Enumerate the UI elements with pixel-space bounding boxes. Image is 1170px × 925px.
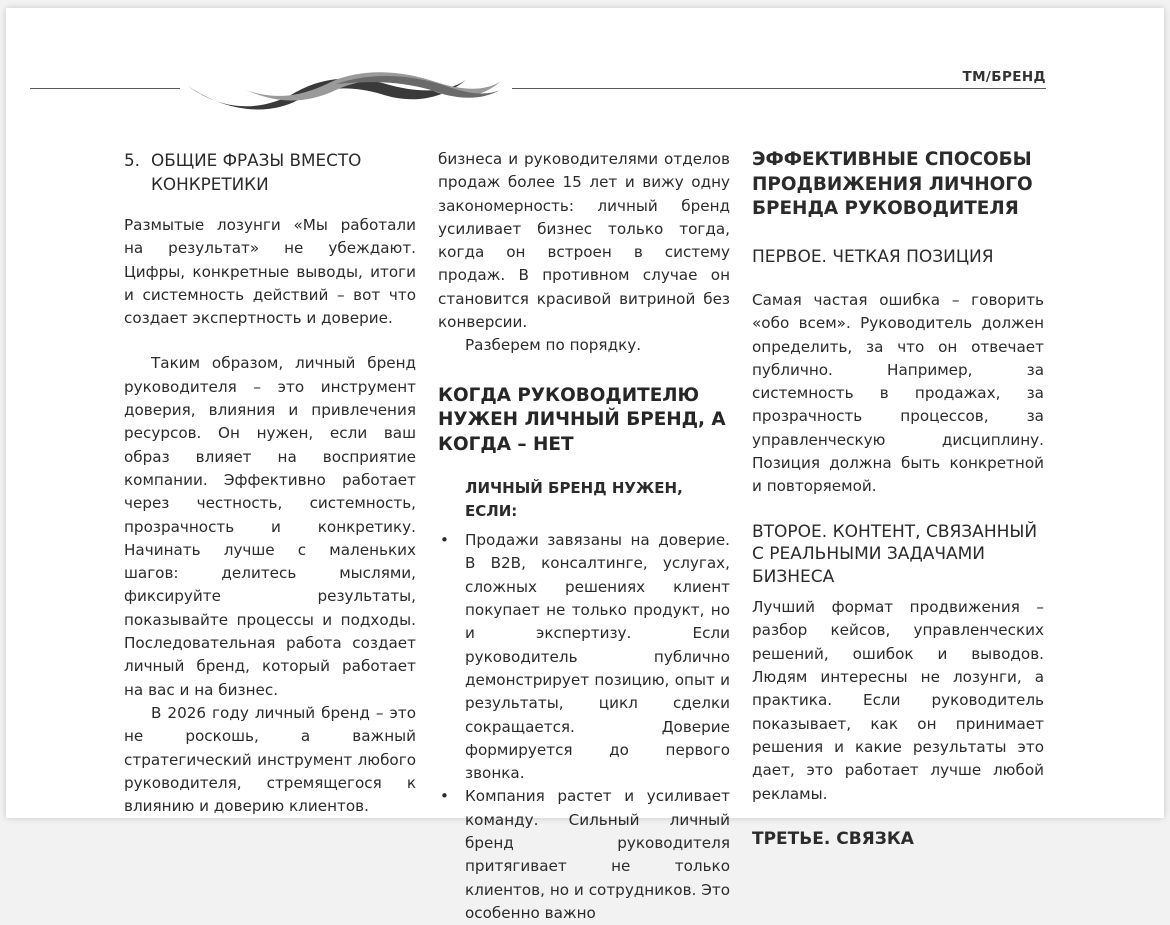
list-item-text: Продажи завязаны на доверие. В B2B, консалтинге, услугах, сложных решениях клиент покупает не только продукт, но и экспертизу. Если руководитель публично демонстрирует позицию, опыт и результаты, цикл сделки сокращается. Доверие формируется до первого звонка. [465,531,730,783]
paragraph: Таким образом, личный бренд руководителя – это инструмент доверия, влияния и привлечения ресурсов. Он нужен, если ваш образ влияет на восприятие компании. Эффективно работает через честность, системность, прозрачность и конкретику. Начинать лучше с маленьких шагов: делитесь мыслями, фиксируйте результаты, показывайте процессы и подходы. Последовательная работа создает личный бренд, который работает на вас и на бизнес. [124,354,416,699]
column-3 [752,148,1044,850]
paragraph: Самая частая ошибка – говорить «обо всем». Руководитель должен определить, за что он отвечает публично. Например, за системность в продажах, за прозрачность процессов, за управленческую дисциплину. Позиция должна быть конкретной и повторяемой. [752,291,1044,496]
section-label: ТМ/БРЕНД [962,69,1046,85]
header-rule-right [512,88,1046,89]
wave-ornament [186,70,502,114]
paragraph: Лучший формат продвижения – разбор кейсов, управленческих решений, ошибок и выводов. Людям интересны не лозунги, а практика. Если руководитель показывает, как он принимает решения и какие результаты это дает, это работает лучше любой рекламы. [752,598,1044,803]
paragraph: бизнеса и руководителями отделов продаж более 15 лет и вижу одну закономерность: личный бренд усиливает бизнес только тогда, когда он встроен в систему продаж. В противном случае он становится красивой витриной без конверсии. [438,150,730,332]
magazine-page [6,8,1164,922]
bullet-icon: • [440,531,449,550]
subheading-second: ВТОРОЕ. КОНТЕНТ, СВЯЗАННЫЙ С РЕАЛЬНЫМИ ЗАДАЧАМИ БИЗНЕСА [752,521,1038,587]
column-1 [124,148,416,818]
list-item [438,785,730,925]
paragraph: Разберем по порядку. [465,336,642,355]
list-item-number: 5. [124,150,141,170]
list-item-title: ОБЩИЕ ФРАЗЫ ВМЕСТО КОНКРЕТИКИ [151,150,362,194]
subheading-third: ТРЕТЬЕ. СВЯЗКА [752,828,914,849]
header-rule-left [30,88,180,89]
section-heading: ЭФФЕКТИВНЫЕ СПОСОБЫ ПРОДВИЖЕНИЯ ЛИЧНОГО БРЕНДА РУКОВОДИТЕЛЯ [752,149,1033,219]
list-item-5-heading [124,148,416,196]
bullet-icon: • [440,787,449,806]
list-item [438,529,730,785]
bullet-list [438,529,730,925]
list-item-text: Компания растет и усиливает команду. Сильный личный бренд руководителя притягивает не только клиентов, но и сотрудников. Это особенно важно [465,787,730,922]
subheading: ЛИЧНЫЙ БРЕНД НУЖЕН, ЕСЛИ: [465,479,683,521]
paragraph: В 2026 году личный бренд – это не роскошь, а важный стратегический инструмент любого руководителя, стремящегося к влиянию и доверию клиентов. [124,703,416,816]
column-2 [438,148,730,925]
paragraph: Размытые лозунги «Мы работали на результат» не убеждают. Цифры, конкретные выводы, итоги и системность действий – вот что создает экспертность и доверие. [124,216,416,328]
section-heading: КОГДА РУКОВОДИТЕЛЮ НУЖЕН ЛИЧНЫЙ БРЕНД, А КОГДА – НЕТ [438,384,726,455]
subheading-first: ПЕРВОЕ. ЧЕТКАЯ ПОЗИЦИЯ [752,246,994,267]
